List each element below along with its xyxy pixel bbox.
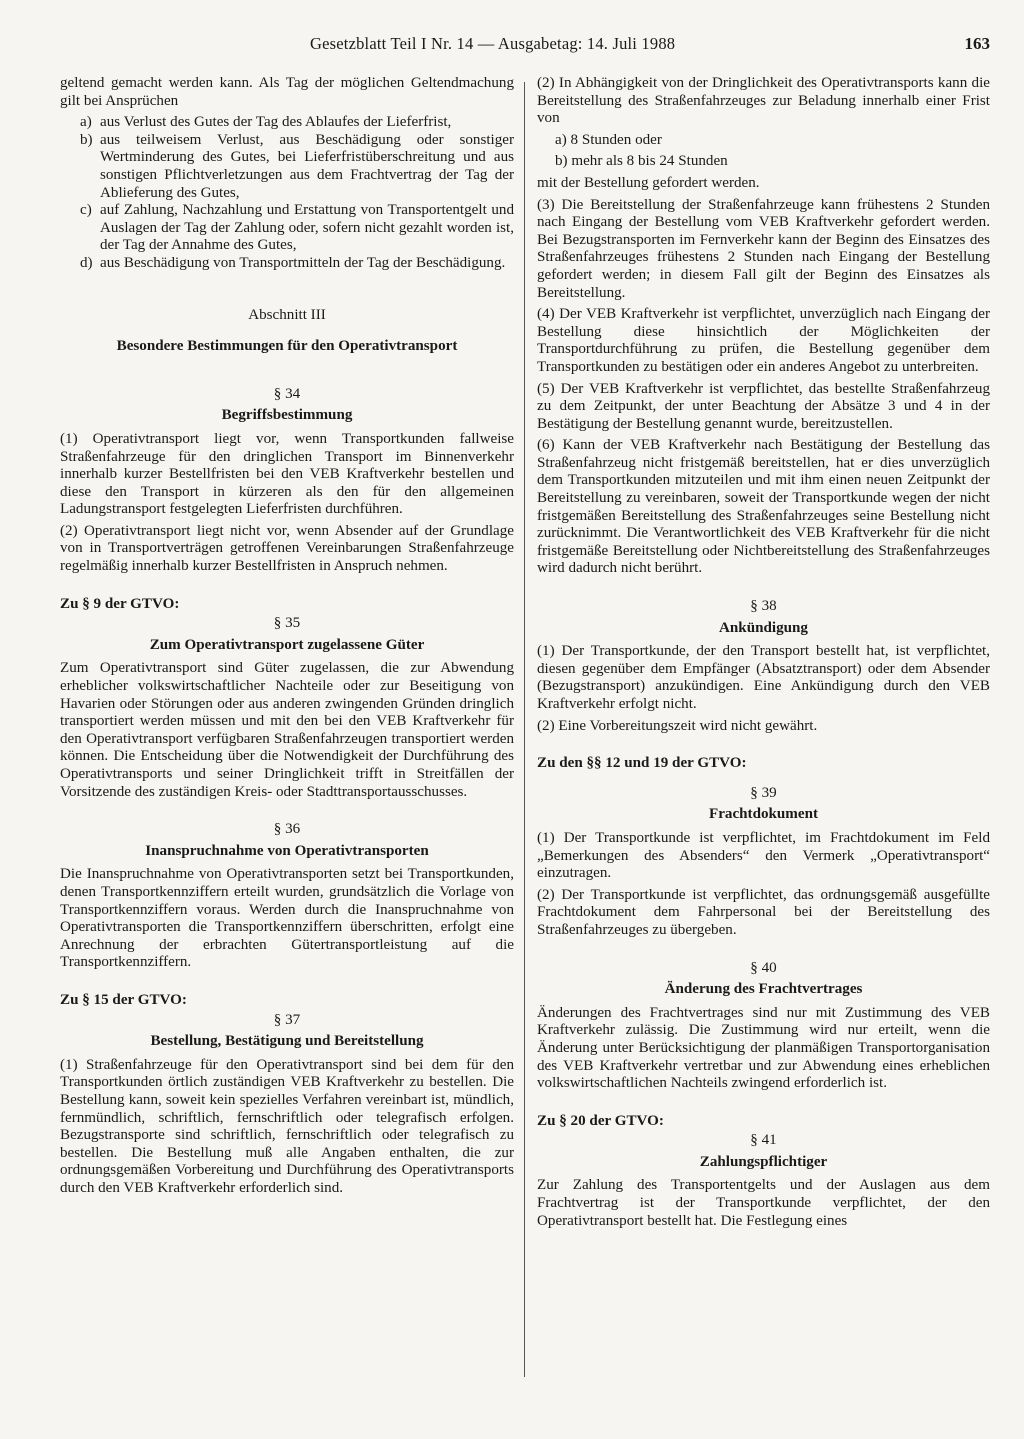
gtvo-reference: Zu § 15 der GTVO: (60, 991, 187, 1008)
paragraph-title: Änderung des Frachtvertrages (664, 981, 863, 998)
gtvo-reference: Zu § 20 der GTVO: (537, 1112, 664, 1129)
paragraph-number: § 36 (273, 821, 301, 838)
right-column (537, 75, 990, 1234)
paragraph-text: mit der Bestellung gefordert werden. (537, 174, 760, 191)
list-item: a) aus Verlust des Gutes der Tag des Ablaufes der Lieferfrist, (80, 114, 452, 131)
paragraph-title: Inanspruchnahme von Operativtransporten (145, 842, 429, 859)
paragraph-text: (1) Der Transportkunde ist verpflichtet, im Frachtdokument im Feld „Bemerkungen des Absenders“ den Vermerk „Operativtransport“ einzutragen. (537, 829, 990, 882)
paragraph-text: (2) In Abhängigkeit von der Dringlichkeit des Operativtransports kann die Bereitstellung des Straßenfahrzeuges zur Beladung innerhalb einer Frist von (537, 75, 990, 127)
paragraph-title: Zahlungspflichtiger (699, 1153, 828, 1170)
paragraph-text: (1) Operativtransport liegt vor, wenn Transportkunden fallweise Straßenfahrzeuge für den dringlichen Transport im Binnenverkehr innerhalb kurzer Bestellfristen bei den VEB Kraftverkehr bestellen und diese den Transport in kürzeren als den für den allgemeinen Ladungstransport festgelegten Lieferfristen durchführen. (60, 430, 514, 518)
list-item: a) 8 Stunden oder (555, 131, 662, 148)
paragraph-text: (4) Der VEB Kraftverkehr ist verpflichtet, unverzüglich nach Eingang der Bestellung diese hinsichtlich der Möglichkeiten der Transportdurchführung zu prüfen, die Bestellung gegenüber dem Transportkunden zu bestätigen oder ein anderes Angebot zu unterbreiten. (537, 306, 990, 375)
paragraph-text: (2) Der Transportkunde ist verpflichtet, das ordnungsgemäß ausgefüllte Frachtdokument dem Fahrpersonal bei der Bereitstellung des Straßenfahrzeuges zu übergeben. (537, 886, 990, 938)
list-item: c) auf Zahlung, Nachzahlung und Erstattung von Transportentgelt und Auslagen der Tag der Zahlung oder, sofern nicht gezahlt worden ist, der Tag der Annahme des Gutes, (80, 202, 514, 254)
paragraph-text: (5) Der VEB Kraftverkehr ist verpflichtet, das bestellte Straßenfahrzeug zu dem Zeitpunkt, der unter Beachtung der Absätze 3 und 4 in der Bestätigung der Bestellung genannt wurde, bereitzustellen. (537, 380, 990, 432)
paragraph-text: (2) Eine Vorbereitungszeit wird nicht gewährt. (537, 717, 818, 734)
list-item: b) mehr als 8 bis 24 Stunden (555, 153, 728, 170)
section-title: Besondere Bestimmungen für den Operativtransport (116, 338, 458, 355)
paragraph-text: Zum Operativtransport sind Güter zugelassen, die zur Abwendung erheblicher volkswirtschaftlicher Nachteile oder zur Beseitigung von Havarien oder Störungen oder aus anderen zwingenden Gründen dringlich transportiert werden müssen und mit den bei den VEB Kraftverkehr für den Operativtransport verfügbaren Straßenfahrzeugen transportiert werden können. Die Entscheidung über die Notwendigkeit der Durchführung des Operativtransports und seiner Dringlichkeit trifft in Streitfällen der Vorsitzende des zuständigen Kreis- oder Stadttransportausschusses. (60, 660, 514, 800)
list-item: b) aus teilweisem Verlust, aus Beschädigung oder sonstiger Wertminderung des Gutes, bei Lieferfristüberschreitung und aus sonstigen Pflichtverletzungen aus dem Frachtvertrag der Tag der Ablieferung des Gutes, (80, 131, 514, 201)
gtvo-reference: Zu den §§ 12 und 19 der GTVO: (537, 755, 747, 772)
page-number: 163 (964, 34, 990, 53)
paragraph-text: (3) Die Bereitstellung der Straßenfahrzeuge kann frühestens 2 Stunden nach Eingang der Bestellung vom VEB Kraftverkehr gefordert werden. Bei Bezugstransporten im Fernverkehr kann der Beginn des Einsatzes des Straßenfahrzeuges frühestens 2 Stunden nach Eingang der Bestellung gefordert werden; in diesem Fall gilt der Beginn des Einsatzes als Bereitstellung. (537, 196, 990, 301)
paragraph-text: (2) Operativtransport liegt nicht vor, wenn Absender auf der Grundlage von in Transportverträgen getroffenen Vereinbarungen Straßenfahrzeuge regelmäßig innerhalb kurzer Bestellfristen in Anspruch nehmen. (60, 522, 514, 575)
paragraph-text: Die Inanspruchnahme von Operativtransporten setzt bei Transportkunden, denen Transportkennziffern erteilt wurden, grundsätzlich die Vorlage von Transportkennziffern voraus. Werden durch die Inanspruchnahme von Operativtransporten die Transportkennziffern überschritten, erfolgt eine Anrechnung der erbrachten Gütertransportleistung auf die Transportkennziffern. (60, 866, 514, 971)
paragraph-title: Ankündigung (719, 619, 808, 636)
paragraph-text: (6) Kann der VEB Kraftverkehr nach Bestätigung der Bestellung das Straßenfahrzeug nicht fristgemäß bereitstellen, hat er dies unverzüglich dem Transportkunden mitzuteilen und mit ihm einen neuen Zeitpunkt der Bereitstellung zu vereinbaren, soweit der Transportkunde wegen der nicht fristgemäßen Bereitstellung des Straßenfahrzeuges seine Bestellung nicht zurücknimmt. Die Verantwortlichkeit des VEB Kraftverkehr für die nicht fristgemäße Bereitstellung oder Nichtbereitstellung des Straßenfahrzeuges wird dadurch nicht berührt. (537, 437, 990, 577)
paragraph-title: Begriffsbestimmung (221, 407, 353, 424)
paragraph-number: § 35 (273, 615, 301, 632)
paragraph-number: § 38 (750, 598, 777, 615)
paragraph-title: Zum Operativtransport zugelassene Güter (149, 636, 425, 653)
paragraph-number: § 41 (750, 1132, 777, 1149)
paragraph-title: Bestellung, Bestätigung und Bereitstellung (150, 1033, 424, 1050)
paragraph-number: § 39 (750, 784, 777, 801)
paragraph-number: § 40 (750, 959, 777, 976)
gazette-title: Gesetzblatt Teil I Nr. 14 — Ausgabetag: 14. Juli 1988 (310, 34, 676, 53)
column-divider (524, 82, 525, 1377)
paragraph-text: (1) Der Transportkunde, der den Transport bestellt hat, ist verpflichtet, diesen gegenüber dem Empfänger (Absatztransport) oder dem Absender (Bezugstransport) anzukündigen. Eine Ankündigung durch den VEB Kraftverkehr erfolgt nicht. (537, 643, 990, 712)
gtvo-reference: Zu § 9 der GTVO: (60, 595, 180, 612)
paragraph-number: § 34 (273, 385, 301, 402)
paragraph-number: § 37 (273, 1011, 301, 1028)
paragraph-text: Zur Zahlung des Transportentgelts und der Auslagen aus dem Frachtvertrag ist der Transportkunde verpflichtet, der den Operativtransport bestellt hat. Die Festlegung eines (537, 1177, 990, 1229)
paragraph-text: Änderungen des Frachtvertrages sind nur mit Zustimmung des VEB Kraftverkehr zulässig. Die Zustimmung wird nur erteilt, wenn die Änderung unter Berücksichtigung der planmäßigen Transportorganisation des VEB Kraftverkehr vertretbar und zur Abwendung eines erheblichen volkswirtschaftlichen Nachteils zwingend erforderlich ist. (537, 1004, 990, 1092)
paragraph-text: (1) Straßenfahrzeuge für den Operativtransport sind bei dem für den Transportkunden örtlich zuständigen VEB Kraftverkehr zu bestellen. Die Bestellung kann, soweit kein spezielles Verfahren vereinbart ist, mündlich, fernmündlich, schriftlich, fernschriftlich oder telegrafisch erfolgen. Bezugstransporte sind schriftlich, fernschriftlich oder telegrafisch zu bestellen. Die Bestellung muß alle Angaben enthalten, die zur ordnungsgemäßen Vorbereitung und Durchführung des Operativtransports durch den VEB Kraftverkehr erforderlich sind. (60, 1056, 514, 1196)
claims-list (60, 114, 514, 272)
section-heading: Abschnitt III (248, 306, 326, 323)
paragraph-title: Frachtdokument (708, 806, 818, 823)
page-header (60, 34, 990, 56)
intro-text: geltend gemacht werden kann. Als Tag der möglichen Geltendmachung gilt bei Ansprüchen (60, 75, 514, 109)
left-column (60, 75, 514, 1201)
list-item: d) aus Beschädigung von Transportmitteln der Tag der Beschädigung. (80, 254, 506, 271)
